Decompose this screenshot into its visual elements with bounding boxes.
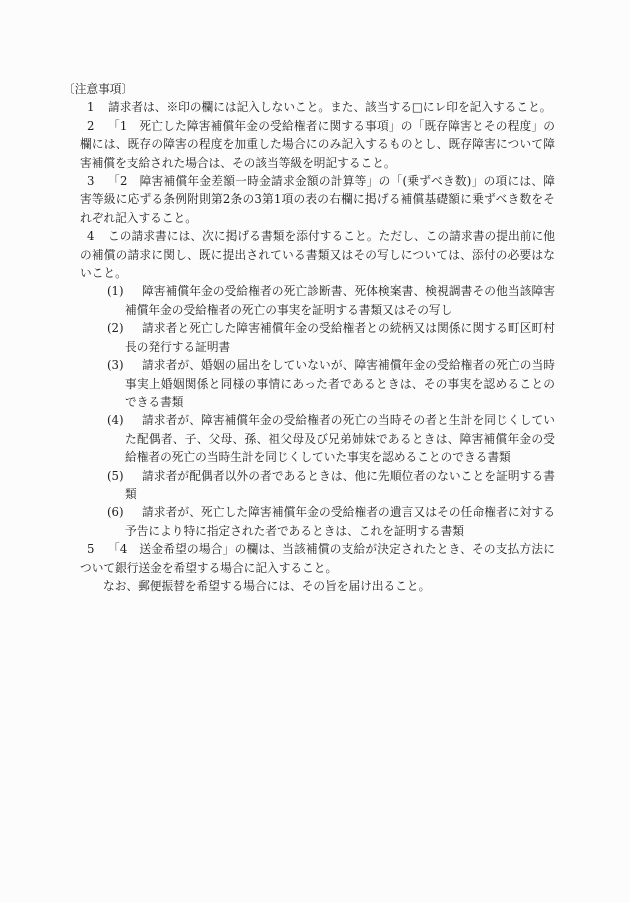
- item-4-number: 4: [87, 229, 95, 244]
- note-item-5: [80, 540, 555, 577]
- note-item-2: [80, 117, 555, 172]
- subitem-5-number: (5): [107, 468, 124, 483]
- subitem-1-number: (1): [107, 284, 124, 299]
- item-5-text: 「4 送金希望の場合」の欄は、当該補償の支給が決定されたとき、その支払方法について銀行送金を希望する場合に記入すること。: [80, 542, 555, 575]
- subitem-3-text: 請求者が、婚姻の届出をしていないが、障害補償年金の受給権者の死亡の当時事実上婚姻関係と同様の事情にあった者であるときは、その事実を認めることのできる書類: [125, 358, 555, 409]
- subitem-6-number: (6): [107, 505, 124, 520]
- note-item-3: [80, 172, 555, 227]
- subitem-2-number: (2): [107, 321, 124, 336]
- subitem-1-text: 障害補償年金の受給権者の死亡診断書、死体検案書、検視調書その他当該障害補償年金の受給権者の死亡の事実を証明する書類又はその写し: [125, 284, 555, 317]
- item-3-number: 3: [87, 174, 95, 189]
- subitem-5-text: 請求者が配偶者以外の者であるときは、他に先順位者のないことを証明する書類: [125, 468, 555, 501]
- subitem-3-number: (3): [107, 358, 124, 373]
- attachment-subitem-5: [107, 467, 555, 504]
- item-4-text: この請求書には、次に掲げる書類を添付すること。ただし、この請求書の提出前に他の補償の請求に関し、既に提出されている書類又はその写しについては、添付の必要はないこと。: [80, 229, 555, 281]
- item-1-number: 1: [87, 100, 95, 115]
- subitem-2-text: 請求者と死亡した障害補償年金の受給権者との続柄又は関係に関する町区町村長の発行する証明書: [125, 321, 555, 354]
- subitem-4-text: 請求者が、障害補償年金の受給権者の死亡の当時その者と生計を同じくしていた配偶者、子、父母、孫、祖父母及び兄弟姉妹であるときは、障害補償年金の受給権者の死亡の当時生計を同じくしていた事実を認めることのできる書類: [125, 413, 555, 465]
- item-1-text: 請求者は、※印の欄には記入しないこと。また、該当する□にレ印を記入すること。: [108, 100, 552, 115]
- item-5-number: 5: [87, 542, 95, 557]
- subitem-4-number: (4): [107, 413, 124, 428]
- attachment-subitem-4: [107, 411, 555, 466]
- note-item-1: [80, 98, 555, 116]
- item-2-number: 2: [87, 118, 95, 133]
- attachment-subitem-6: [107, 503, 555, 540]
- attachment-subitem-1: [107, 282, 555, 319]
- item-3-text: 「2 障害補償年金差額一時金請求金額の計算等」の「(乗ずべき数)」の項には、障害等級に応ずる条例附則第2条の3第1項の表の右欄に掲げる補償基礎額に乗ずべき数をそれぞれ記入すること。: [80, 174, 555, 225]
- attachment-subitem-3: [107, 356, 555, 411]
- postal-transfer-note: なお、郵便振替を希望する場合には、その旨を届け出ること。: [103, 578, 431, 593]
- notes-title: 〔注意事項〕: [63, 82, 134, 96]
- attachment-subitem-2: [107, 319, 555, 356]
- note-item-4: [80, 227, 555, 282]
- subitem-6-text: 請求者が、死亡した障害補償年金の受給権者の遺言又はその任命権者に対する予告により特に指定された者であるときは、これを証明する書類: [125, 505, 555, 538]
- notes-section: [0, 80, 555, 595]
- item-2-text: 「1 死亡した障害補償年金の受給権者に関する事項」の「既存障害とその程度」の欄には、既存の障害の程度を加重した場合にのみ記入するものとし、既存障害について障害補償を支給された場合は、その該当等級を明記すること。: [80, 118, 555, 170]
